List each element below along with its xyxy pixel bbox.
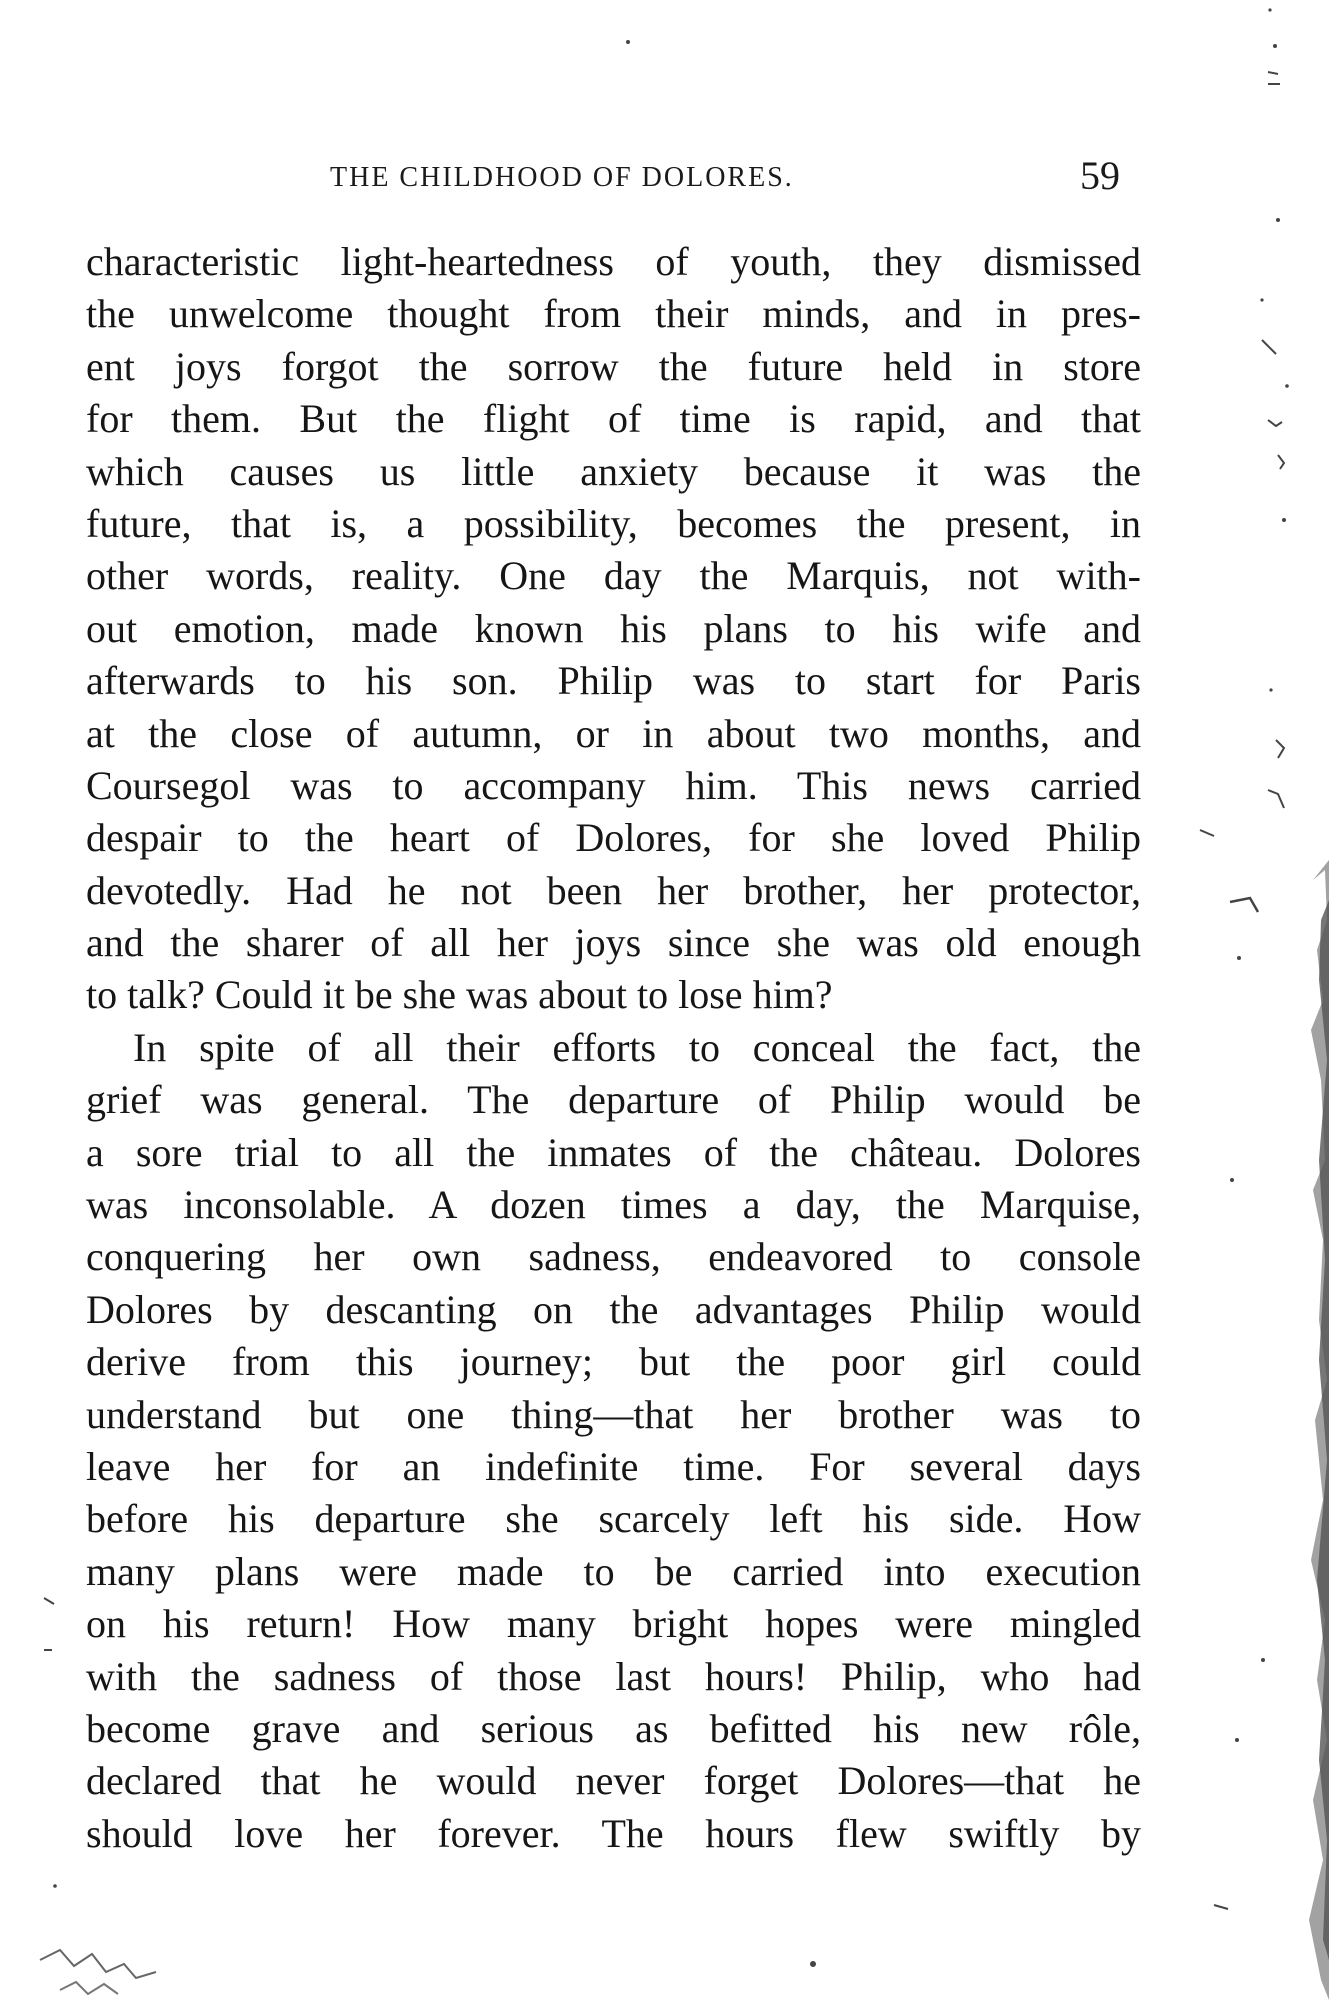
text-line: the unwelcome thought from their minds, and in pres- [86, 291, 1141, 337]
text-line: at the close of autumn, or in about two months, and [86, 710, 1141, 756]
text-line: for them. But the flight of time is rapid, and that [86, 396, 1141, 442]
text-line: afterwards to his son. Philip was to start for Paris [86, 658, 1141, 704]
page-number: 59 [1080, 153, 1120, 198]
text-line: and the sharer of all her joys since she was old enough [86, 920, 1141, 966]
text-line: should love her forever. The hours flew swiftly by [86, 1810, 1141, 1856]
text-line: In spite of all their efforts to conceal the fact, the [133, 1024, 1141, 1070]
running-head [330, 152, 1120, 196]
text-line: ent joys forgot the sorrow the future held in store [86, 343, 1141, 389]
text-line: before his departure she scarcely left his side. How [86, 1496, 1141, 1542]
text-line: grief was general. The departure of Philip would be [86, 1077, 1141, 1123]
text-line: Dolores by descanting on the advantages Philip would [86, 1286, 1141, 1332]
text-line: devotedly. Had he not been her brother, her protector, [86, 867, 1141, 913]
text-line: derive from this journey; but the poor girl could [86, 1339, 1141, 1385]
text-line: many plans were made to be carried into execution [86, 1548, 1141, 1594]
text-line: conquering her own sadness, endeavored to console [86, 1234, 1141, 1280]
text-line: Coursegol was to accompany him. This news carried [86, 762, 1141, 808]
text-line: which causes us little anxiety because it was the [86, 448, 1141, 494]
text-line: other words, reality. One day the Marquis, not with- [86, 553, 1141, 599]
text-line: despair to the heart of Dolores, for she loved Philip [86, 815, 1141, 861]
text-line: characteristic light-heartedness of youth, they dismissed [86, 239, 1141, 284]
body-text [86, 236, 1141, 1860]
text-line: to talk? Could it be she was about to lose him? [86, 972, 833, 1018]
text-line: future, that is, a possibility, becomes the present, in [86, 500, 1141, 546]
text-line: with the sadness of those last hours! Philip, who had [86, 1653, 1141, 1699]
text-line: understand but one thing—that her brother was to [86, 1391, 1141, 1437]
text-line: become grave and serious as befitted his new rôle, [86, 1705, 1141, 1751]
text-line: out emotion, made known his plans to his wife and [86, 605, 1141, 651]
text-line: a sore trial to all the inmates of the château. Dolores [86, 1129, 1141, 1175]
text-line: on his return! How many bright hopes were mingled [86, 1601, 1141, 1647]
text-line: declared that he would never forget Dolores—that he [86, 1758, 1141, 1804]
text-line: was inconsolable. A dozen times a day, the Marquise, [86, 1182, 1141, 1228]
text-line: leave her for an indefinite time. For several days [86, 1443, 1141, 1489]
scan-edge-artifact [1273, 860, 1329, 2000]
running-title: THE CHILDHOOD OF DOLORES. [330, 162, 794, 193]
